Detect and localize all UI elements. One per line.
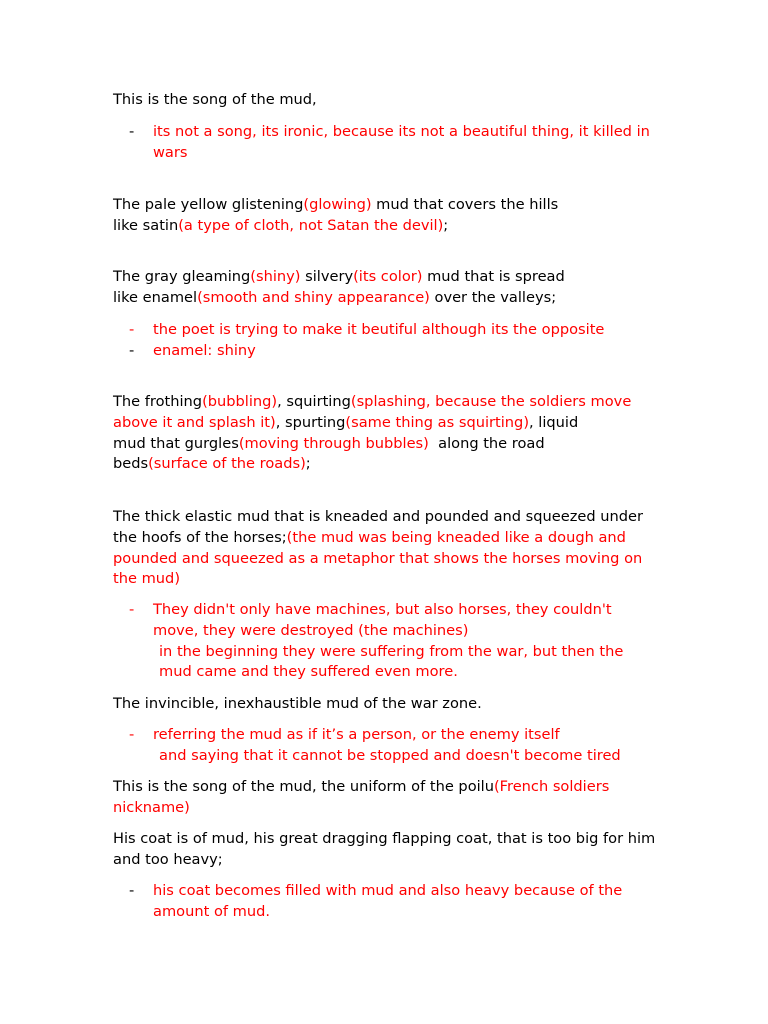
bullet-horses-machines [113,600,658,683]
poem-text: The frothing [113,393,203,410]
annotation-text: (bubbling) [202,393,278,410]
annotation-text: They didn't only have machines, but also horses, they couldn't move, they were destroyed (the machines) [153,601,612,639]
bullet-enamel [113,341,658,362]
annotation-text: (French soldiers nickname) [113,778,610,816]
bullet-dash: - [129,726,135,743]
bullet-dash: - [129,321,135,338]
annotation-text: (splashing, because the soldiers move above it and splash it) [113,393,632,431]
bullet-ironic-song [113,122,658,164]
poem-text: The gray gleaming [113,268,251,285]
annotation-text: his coat becomes filled with mud and also heavy because of the amount of mud. [153,882,623,920]
poem-text: like satin [113,216,179,234]
annotation-text: (a type of cloth, not Satan the devil) [178,216,444,234]
poem-text: mud that gurgles [113,434,239,452]
stanza-pale-yellow-mud [113,195,658,237]
poem-text: , spurting [275,413,346,431]
annotation-text: enamel: shiny [153,342,256,359]
stanza-coat-of-mud: His coat is of mud, his great dragging flapping coat, that is too big for him and too heavy; [113,830,656,868]
stanza-invincible-mud: The invincible, inexhaustible mud of the war zone. [113,695,482,712]
stanza-frothing-mud [113,392,658,475]
stanza-uniform-of-poilu [113,777,658,819]
bullet-dash: - [129,882,135,899]
annotation-text: (the mud was being kneaded like a dough and pounded and squeezed as a metaphor that shows the horses moving on the mud) [113,528,643,588]
bullet-poet-beautiful [113,320,658,341]
poem-text: beds [113,455,149,473]
annotation-text: (same thing as squirting) [345,413,530,431]
annotation-text: (surface of the roads) [148,455,306,473]
annotation-text: (its color) [353,268,423,285]
poem-text: The thick elastic mud that is kneaded and pounded and squeezed under the hoofs of the horses; [113,508,644,546]
bullet-coat-heavy [113,881,658,923]
annotation-text: its not a song, its ironic, because its not a beautiful thing, it killed in wars [153,123,650,161]
annotation-text: (moving through bubbles) [238,434,429,452]
stanza-thick-elastic-mud [113,507,658,590]
annotation-text: referring the mud as if it’s a person, or the enemy itself [153,726,560,743]
bullet-dash: - [129,601,135,618]
poem-text: ; [305,455,311,473]
poem-text: ; [443,216,449,234]
annotation-text: (glowing) [303,196,372,213]
bullet-mud-as-enemy [113,725,658,767]
poem-text: silvery [300,268,354,285]
opening-line: This is the song of the mud, [113,91,317,108]
annotation-text: and saying that it cannot be stopped and doesn't become tired [159,746,621,764]
annotation-text: (shiny) [250,268,301,285]
poem-text: mud that is spread [422,268,565,285]
annotation-text: the poet is trying to make it beutiful although its the opposite [153,321,605,338]
poem-text: mud that covers the hills [371,196,559,213]
poem-text: This is the song of the mud, the uniform of the poilu [113,778,494,795]
poem-text: like enamel [113,288,198,306]
annotation-text: (smooth and shiny appearance) [197,288,430,306]
poem-text: , liquid [529,413,579,431]
annotation-text: in the beginning they were suffering from the war, but then the mud came and they suffered even more. [159,642,624,681]
bullet-dash: - [129,342,135,359]
poem-text: , squirting [277,393,351,410]
poem-text: The pale yellow glistening [113,196,304,213]
stanza-gray-gleaming-mud [113,267,658,309]
bullet-dash: - [129,123,135,140]
poem-text: along the road [428,434,545,452]
poem-text: over the valleys; [429,288,557,306]
